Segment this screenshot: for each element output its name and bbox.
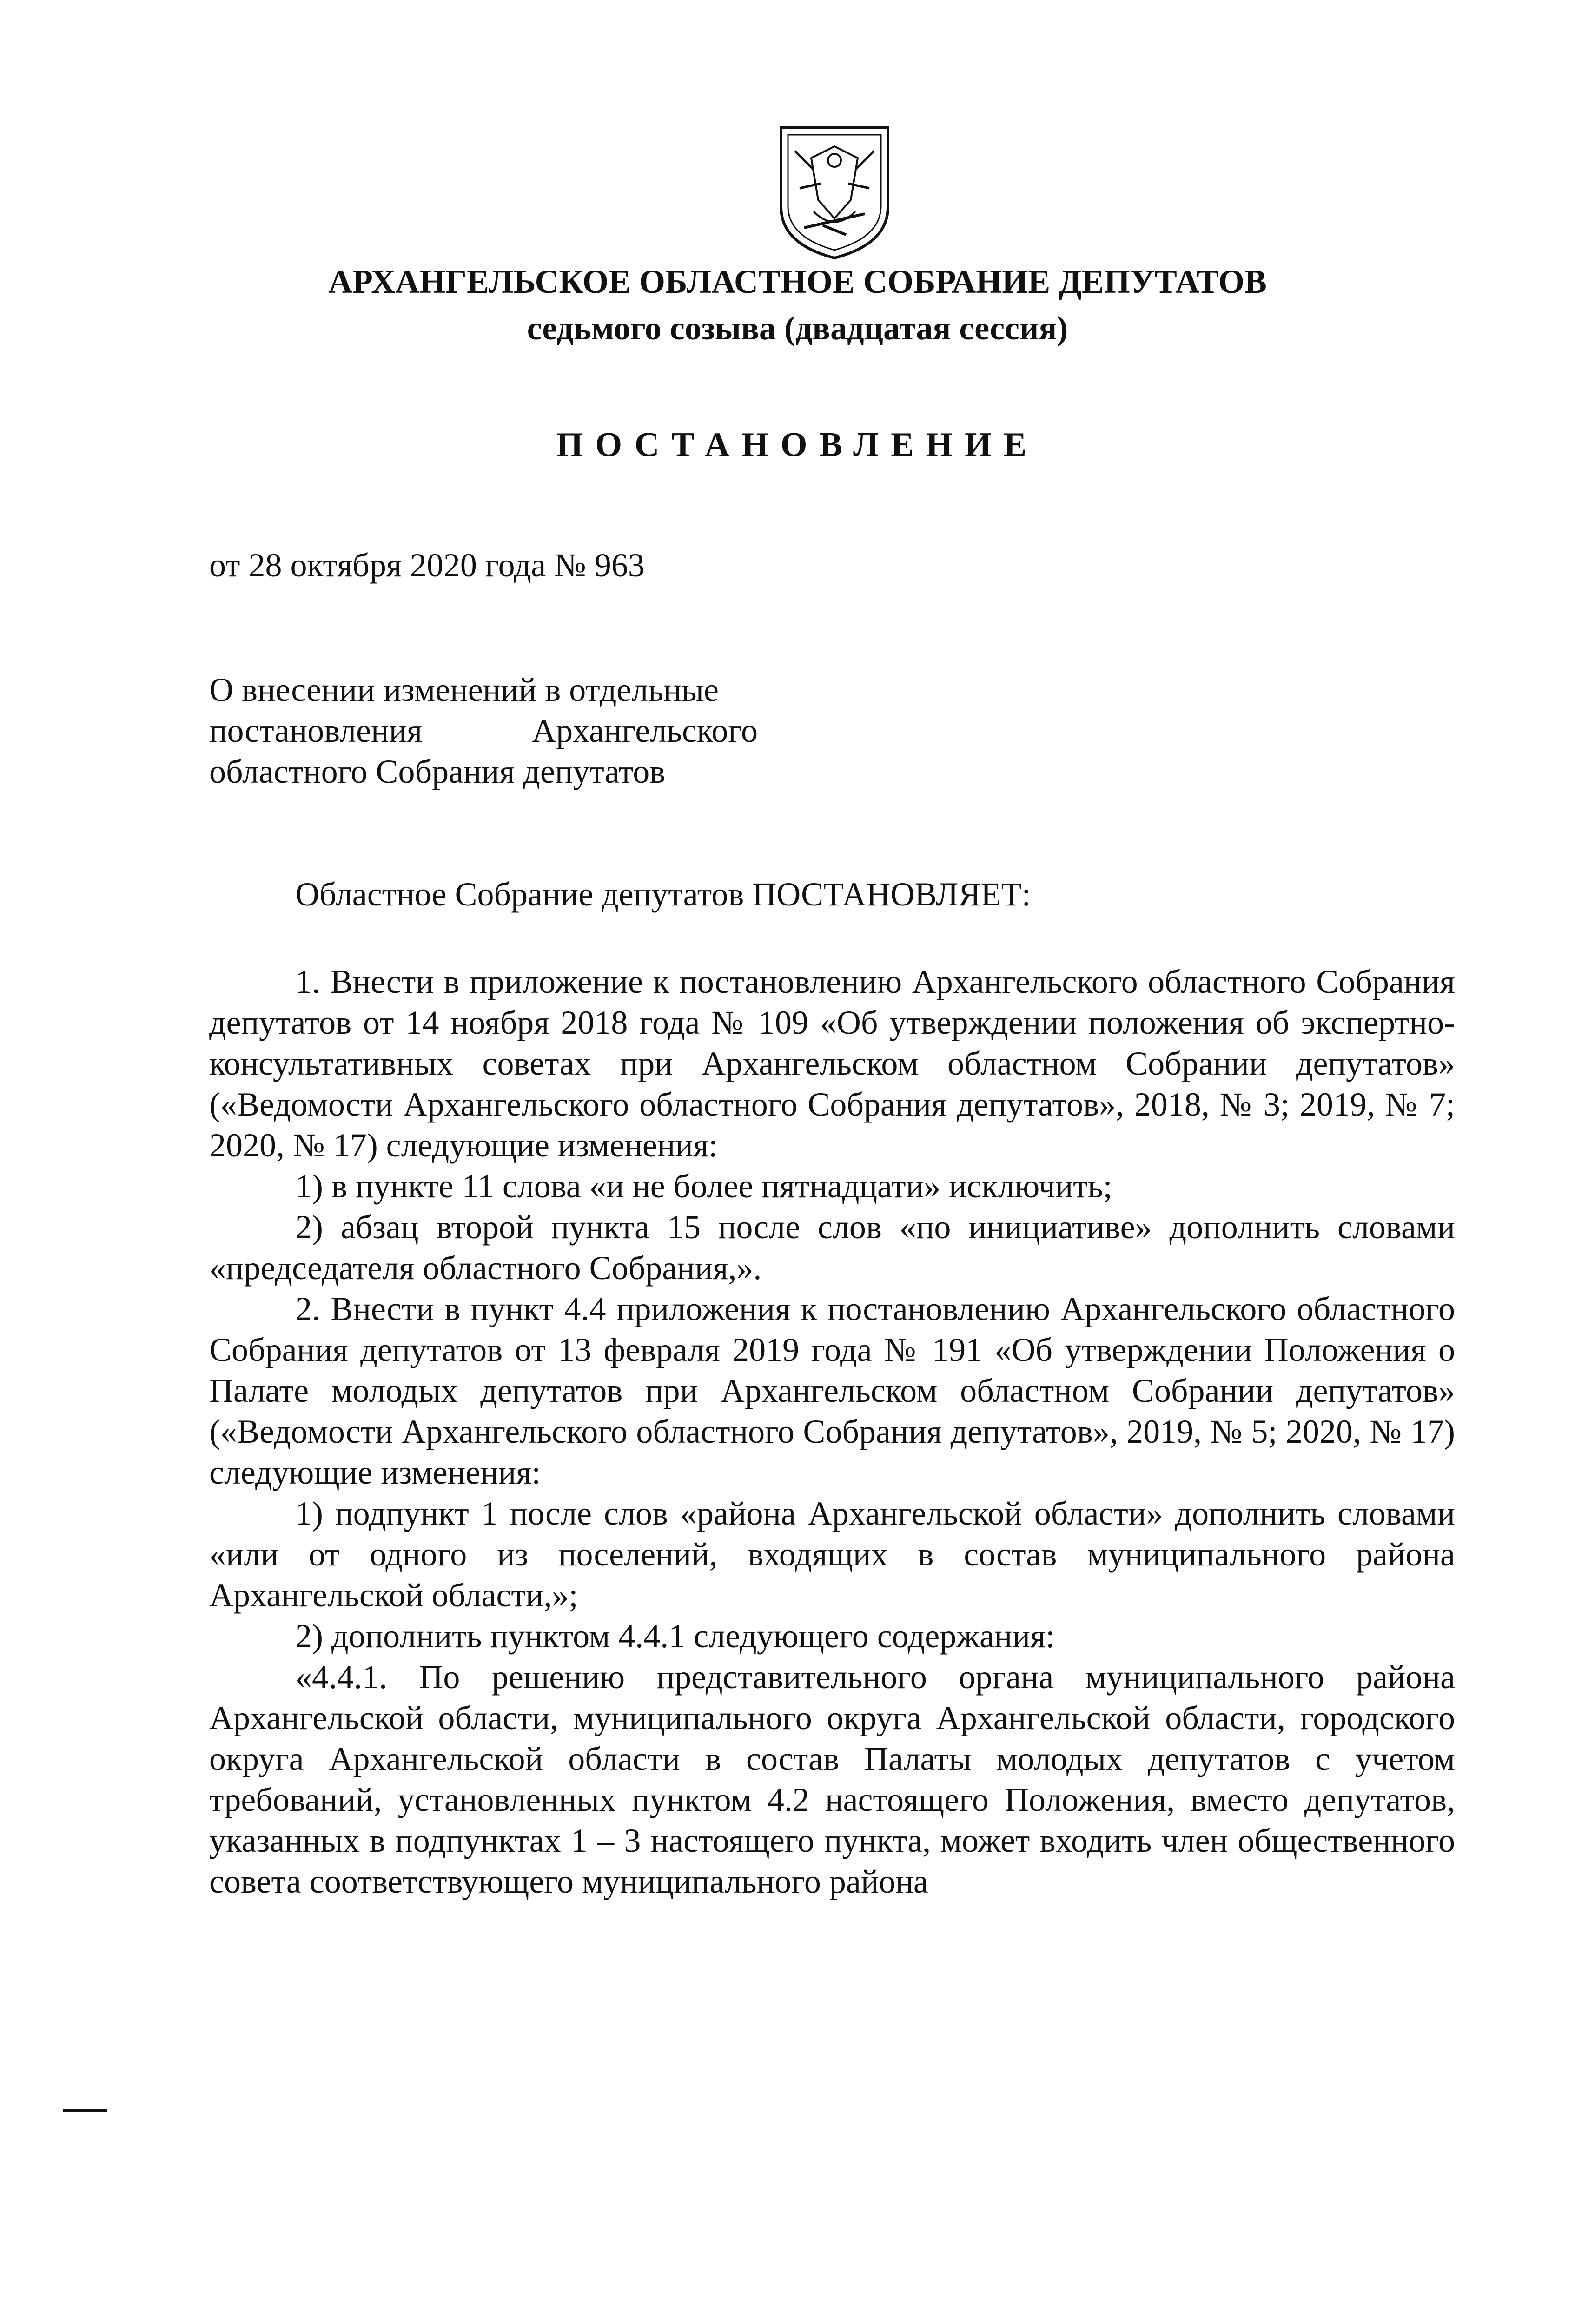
document-subject (209, 669, 758, 792)
document-type-title: ПОСТАНОВЛЕНИЕ (556, 426, 1039, 464)
paragraph-2: 2. Внести в пункт 4.4 приложения к постановлению Архангельского областного Собрания депутатов от 13 февраля 2019 года № 191 «Об утверждении Положения о Палате молодых депутатов при Архангельском областном Собрании депутатов» («Ведомости Архангельского областного Собрания депутатов», 2019, № 5; 2020, № 17) следующие изменения: (209, 1290, 1455, 1491)
paragraph-1: 1. Внести в приложение к постановлению Архангельского областного Собрания депутатов от 14 ноября 2018 года № 109 «Об утверждении положения об экспертно-консультативных советах при Архангельском областном Собрании депутатов» («Ведомости Архангельского областного Собрания депутатов», 2018, № 3; 2019, № 7; 2020, № 17) следующие изменения: (209, 963, 1455, 1164)
subject-line-1: О внесении изменений в отдельные (209, 671, 719, 708)
coat-of-arms-emblem-icon (767, 119, 902, 263)
subject-line-3: областного Собрания депутатов (209, 753, 666, 790)
paragraph-2-item-2: 2) дополнить пунктом 4.4.1 следующего содержания: (295, 1618, 1055, 1655)
document-body (209, 874, 1455, 1902)
date-and-number: от 28 октября 2020 года № 963 (209, 547, 645, 584)
organization-name: АРХАНГЕЛЬСКОЕ ОБЛАСТНОЕ СОБРАНИЕ ДЕПУТАТОВ (328, 263, 1267, 300)
session-info: седьмого созыва (двадцатая сессия) (527, 310, 1068, 347)
margin-dash-mark (63, 2109, 107, 2112)
paragraph-2-item-1: 1) подпункт 1 после слов «района Архангельской области» дополнить словами «или от одного из поселений, входящих в состав муниципального района Архангельской области,»; (209, 1495, 1455, 1614)
paragraph-1-item-1: 1) в пункте 11 слова «и не более пятнадцати» исключить; (295, 1168, 1112, 1205)
paragraph-2-item-3: «4.4.1. По решению представительного органа муниципального района Архангельской области, муниципального округа Архангельской области, городского округа Архангельской области в состав Палаты молодых депутатов с учетом требований, установленных пунктом 4.2 настоящего Положения, вместо депутатов, указанных в подпунктах 1 – 3 настоящего пункта, может входить член общественного совета соответствующего муниципального района (209, 1658, 1455, 1900)
preamble-paragraph: Областное Собрание депутатов ПОСТАНОВЛЯЕТ: (295, 876, 1031, 913)
paragraph-1-item-2: 2) абзац второй пункта 15 после слов «по инициативе» дополнить словами «председателя областного Собрания,». (209, 1208, 1455, 1287)
subject-line-2: постановления Архангельского (209, 712, 758, 749)
